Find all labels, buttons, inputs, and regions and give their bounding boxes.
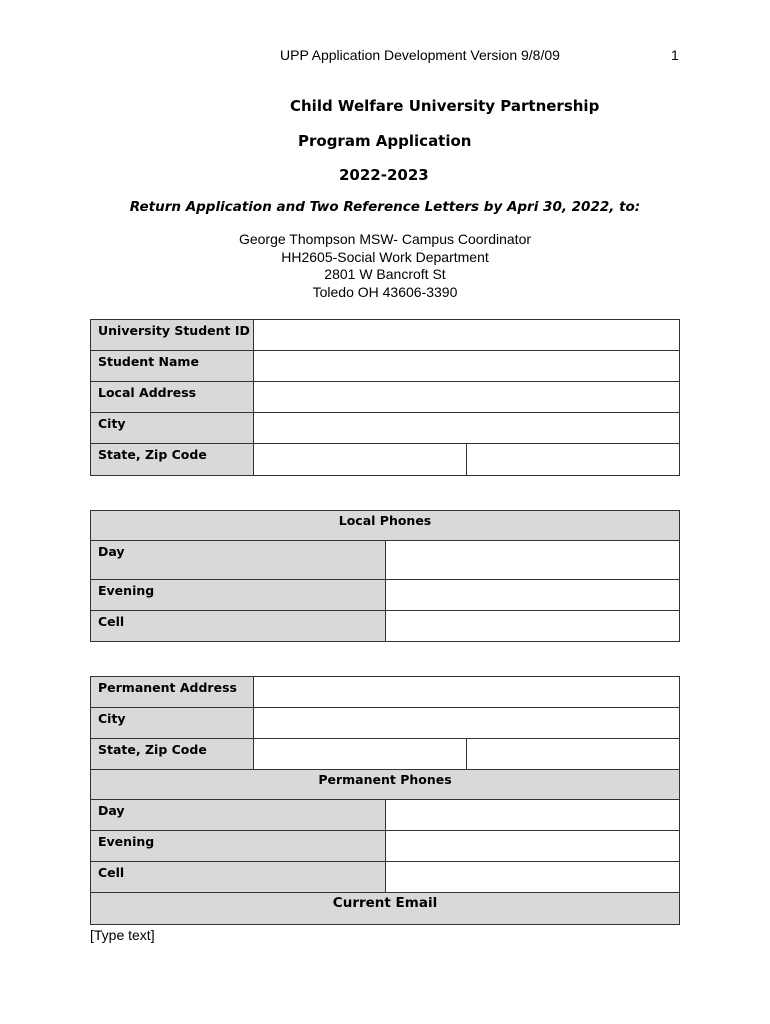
local-state-zip-label: State, Zip Code (91, 444, 254, 476)
local-day-phone-field[interactable] (386, 541, 680, 580)
local-phones-table (90, 510, 680, 642)
local-phones-heading: Local Phones (91, 511, 680, 541)
local-address-label: Local Address (91, 382, 254, 413)
permanent-cell-phone-field[interactable] (386, 862, 680, 893)
mailing-address (0, 231, 770, 301)
permanent-phones-heading: Permanent Phones (91, 770, 680, 800)
address-line2: HH2605-Social Work Department (281, 248, 489, 265)
student-id-label: University Student ID (91, 320, 254, 351)
permanent-city-label: City (91, 708, 254, 739)
student-name-label: Student Name (91, 351, 254, 382)
address-line1: George Thompson MSW- Campus Coordinator (238, 231, 532, 247)
local-info-table (90, 319, 680, 476)
header-version: UPP Application Development Version 9/8/09 (280, 47, 560, 63)
permanent-state-zip-label: State, Zip Code (91, 739, 254, 770)
local-evening-phone-field[interactable] (386, 580, 680, 611)
student-id-field[interactable] (254, 320, 680, 351)
local-city-label: City (91, 413, 254, 444)
permanent-info-table (90, 676, 680, 925)
permanent-address-label: Permanent Address (91, 677, 254, 708)
local-state-field[interactable] (254, 444, 467, 476)
local-evening-label: Evening (91, 580, 386, 611)
permanent-address-field[interactable] (254, 677, 680, 708)
permanent-evening-phone-field[interactable] (386, 831, 680, 862)
local-zip-field[interactable] (467, 444, 680, 476)
title-line2: Program Application (298, 132, 472, 150)
address-line4: Toledo OH 43606-3390 (312, 283, 458, 300)
current-email-heading: Current Email (91, 893, 680, 925)
local-city-field[interactable] (254, 413, 680, 444)
local-day-label: Day (91, 541, 386, 580)
permanent-cell-label: Cell (91, 862, 386, 893)
title-year: 2022-2023 (339, 166, 429, 184)
page-number: 1 (671, 47, 679, 63)
footer-placeholder: [Type text] (90, 927, 155, 943)
permanent-day-label: Day (91, 800, 386, 831)
title-line1: Child Welfare University Partnership (290, 97, 600, 115)
permanent-city-field[interactable] (254, 708, 680, 739)
permanent-day-phone-field[interactable] (386, 800, 680, 831)
address-line3: 2801 W Bancroft St (324, 266, 446, 283)
local-address-field[interactable] (254, 382, 680, 413)
return-instructions: Return Application and Two Reference Letters by Apri 30, 2022, to: (129, 199, 641, 215)
local-cell-label: Cell (91, 611, 386, 642)
permanent-state-field[interactable] (254, 739, 467, 770)
student-name-field[interactable] (254, 351, 680, 382)
local-cell-phone-field[interactable] (386, 611, 680, 642)
permanent-zip-field[interactable] (467, 739, 680, 770)
permanent-evening-label: Evening (91, 831, 386, 862)
